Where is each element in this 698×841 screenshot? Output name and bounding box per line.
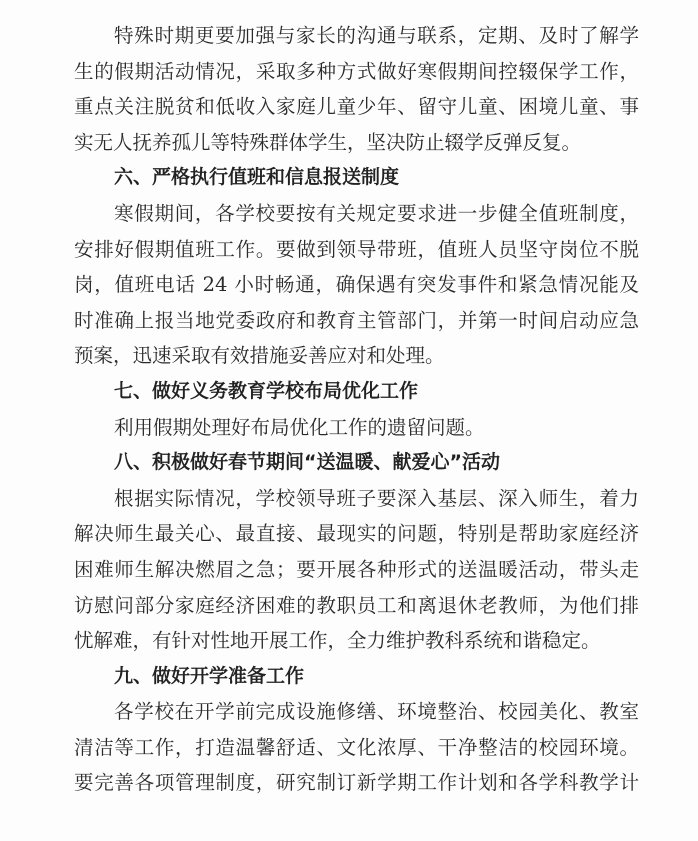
paragraph-line: 解决师生最关心、最直接、最现实的问题，特别是帮助家庭经济 (74, 522, 639, 546)
section-heading: 八、积极做好春节期间“送温暖、献爱心”活动 (114, 451, 500, 474)
paragraph-line: 各学校在开学前完成设施修缮、环境整治、校园美化、教室 (114, 700, 639, 724)
paragraph-line: 实无人抚养孤儿等特殊群体学生，坚决防止辍学反弹反复。 (74, 130, 582, 154)
paragraph-line: 利用假期处理好布局优化工作的遗留问题。 (114, 415, 485, 439)
paragraph-line: 访慰问部分家庭经济困难的教职员工和离退休老教师，为他们排 (74, 593, 639, 617)
paragraph-line: 要完善各项管理制度，研究制订新学期工作计划和各学科教学计 (74, 771, 639, 795)
paragraph-line: 生的假期活动情况，采取多种方式做好寒假期间控辍保学工作， (74, 59, 639, 83)
document-body (74, 18, 639, 801)
section-heading: 七、做好义务教育学校布局优化工作 (114, 379, 419, 402)
paragraph-line: 困难师生解决燃眉之急；要开展各种形式的送温暖活动，带头走 (74, 557, 639, 581)
section-heading: 九、做好开学准备工作 (114, 664, 305, 687)
paragraph-line: 岗，值班电话 24 小时畅通，确保遇有突发事件和紧急情况能及 (74, 273, 639, 297)
paragraph-line: 特殊时期更要加强与家长的沟通与联系，定期、及时了解学 (114, 24, 639, 47)
paragraph-line: 根据实际情况，学校领导班子要深入基层、深入师生，着力 (114, 486, 639, 510)
section-heading: 六、严格执行值班和信息报送制度 (114, 166, 400, 189)
paragraph-line: 安排好假期值班工作。要做到领导带班，值班人员坚守岗位不脱 (74, 237, 639, 261)
paragraph-line: 预案，迅速采取有效措施妥善应对和处理。 (74, 344, 445, 368)
paragraph-line: 忧解难，有针对性地开展工作，全力维护教科系统和谐稳定。 (74, 629, 601, 653)
paragraph-line: 清洁等工作，打造温馨舒适、文化浓厚、干净整洁的校园环境。 (74, 735, 639, 759)
paragraph-line: 寒假期间，各学校要按有关规定要求进一步健全值班制度， (114, 201, 639, 225)
paragraph-line: 重点关注脱贫和低收入家庭儿童少年、留守儿童、困境儿童、事 (74, 95, 639, 119)
paragraph-line: 时准确上报当地党委政府和教育主管部门，并第一时间启动应急 (74, 308, 639, 332)
